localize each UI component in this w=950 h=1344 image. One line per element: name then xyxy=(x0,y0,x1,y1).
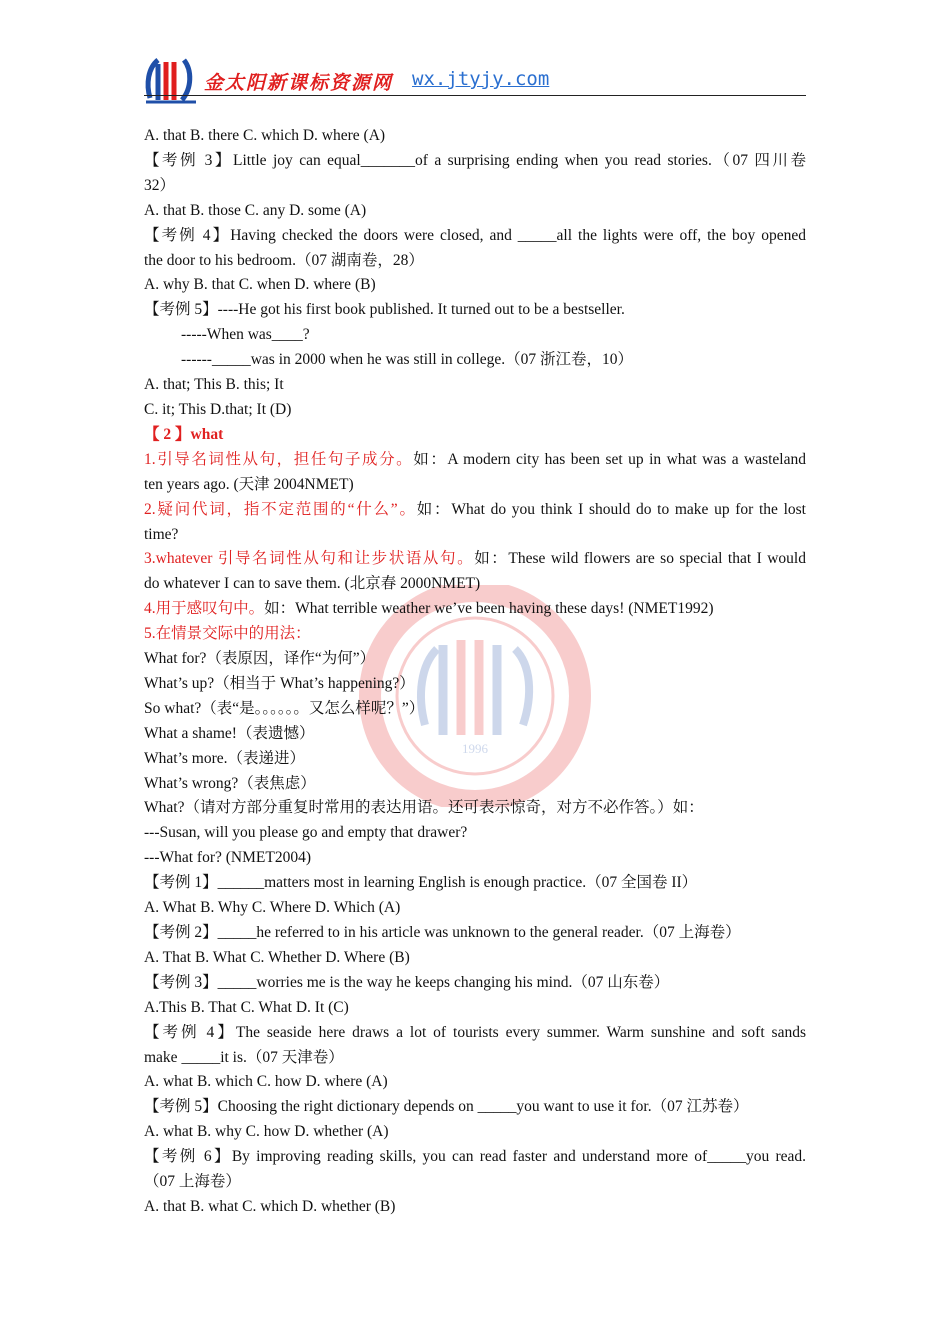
line-text: C. it; This D.that; It (D) xyxy=(144,400,292,418)
text-line xyxy=(144,398,806,423)
line-text: What a shame!（表遗憾） xyxy=(144,724,315,742)
line-text: A. What B. Why C. Where D. Which (A) xyxy=(144,899,401,917)
line-text: What’s up?（相当于 What’s happening?） xyxy=(144,674,415,692)
text-line xyxy=(144,1046,806,1071)
line-text: A. that B. there C. which D. where (A) xyxy=(144,127,386,144)
text-line xyxy=(144,473,806,498)
line-text: make _____it is.（07 天津卷） xyxy=(144,1048,344,1066)
text-line xyxy=(144,423,806,448)
line-text: So what?（表“是。。。。。。又怎么样呢？”） xyxy=(144,699,425,717)
text-line xyxy=(144,273,806,298)
text-line xyxy=(144,547,806,572)
text-line xyxy=(144,1095,806,1120)
line-text: A. what B. why C. how D. whether (A) xyxy=(144,1123,389,1141)
text-line xyxy=(144,871,806,896)
text-line xyxy=(144,572,806,597)
text-line xyxy=(144,896,806,921)
line-text: A. what B. which C. how D. where (A) xyxy=(144,1073,388,1091)
line-text: 如：A modern city has been set up in what was a wasteland xyxy=(413,450,806,468)
text-line xyxy=(144,199,806,224)
text-line xyxy=(144,224,806,249)
text-line xyxy=(144,772,806,797)
text-line xyxy=(144,1170,806,1195)
line-text: A. that B. what C. which D. whether (B) xyxy=(144,1197,396,1215)
text-line xyxy=(144,622,806,647)
line-text: -----When was____? xyxy=(181,326,310,344)
text-line xyxy=(144,1070,806,1095)
text-line xyxy=(144,946,806,971)
line-text: What for?（表原因，译作“为何”） xyxy=(144,650,376,668)
line-text: 【 2 】what xyxy=(144,425,224,443)
line-text: 【考例 2】_____he referred to in his article was unknown to the general reader.（07 上海卷） xyxy=(144,924,741,941)
line-text: 【考例 3】_____worries me is the way he keeps changing his mind.（07 山东卷） xyxy=(144,973,670,991)
text-line xyxy=(144,697,806,722)
line-text: （07 上海卷） xyxy=(144,1173,241,1191)
highlight-text: 1.引导名词性从句，担任句子成分。 xyxy=(144,450,414,468)
text-line xyxy=(144,672,806,697)
line-text: A. That B. What C. Whether D. Where (B) xyxy=(144,948,410,966)
text-line xyxy=(144,249,806,274)
line-text: ten years ago. (天津 2004NMET) xyxy=(144,475,354,493)
logo-icon xyxy=(144,54,198,106)
text-line xyxy=(144,747,806,772)
text-line xyxy=(144,149,806,174)
text-line xyxy=(144,1145,806,1170)
line-text: do whatever I can to save them. (北京春 2000NMET) xyxy=(144,575,481,593)
line-text: 【考例 4】Having checked the doors were closed, and _____all the lights were off, the boy opened xyxy=(144,226,806,244)
watermark-year: 1996 xyxy=(462,741,488,756)
line-text: A.This B. That C. What D. It (C) xyxy=(144,998,349,1016)
line-text: What?（请对方部分重复时常用的表达用语。还可表示惊奇，对方不必作答。）如： xyxy=(144,799,704,817)
text-line xyxy=(144,323,806,348)
line-text: A. why B. that C. when D. where (B) xyxy=(144,276,376,294)
text-line xyxy=(144,996,806,1021)
line-text: time? xyxy=(144,525,179,543)
text-line xyxy=(144,498,806,523)
line-text: ------_____was in 2000 when he was still in college.（07 浙江卷，10） xyxy=(181,351,634,369)
page-header xyxy=(144,50,806,98)
text-line xyxy=(144,921,806,946)
text-line xyxy=(144,448,806,473)
text-line xyxy=(144,1120,806,1145)
line-text: What’s wrong?（表焦虑） xyxy=(144,774,316,792)
header-rule xyxy=(144,95,806,96)
text-line xyxy=(144,722,806,747)
line-text: 【考例 4】The seaside here draws a lot of tourists every summer. Warm sunshine and soft sands xyxy=(144,1023,806,1041)
line-text: 【考例 6】By improving reading skills, you can read faster and understand more of_____you read. xyxy=(144,1148,806,1166)
line-text: the door to his bedroom.（07 湖南卷，28） xyxy=(144,251,424,269)
highlight-text: 2.疑问代词，指不定范围的“什么”。 xyxy=(144,500,417,518)
document-body xyxy=(144,124,806,1220)
brand-name: 金太阳新课标资源网 xyxy=(204,72,394,94)
text-line xyxy=(144,846,806,871)
highlight-text: 4.用于感叹句中。 xyxy=(144,600,265,618)
line-text: 5.在情景交际中的用法： xyxy=(144,625,311,643)
line-text: 【考例 5】----He got his first book published. It turned out to be a bestseller. xyxy=(144,301,625,319)
text-line xyxy=(144,348,806,373)
text-line xyxy=(144,523,806,548)
text-line xyxy=(144,124,806,149)
line-text: 【考例 3】Little joy can equal_______of a surprising ending when you read stories.（07 四川卷 xyxy=(144,151,806,169)
text-line xyxy=(144,174,806,199)
line-text: ---Susan, will you please go and empty that drawer? xyxy=(144,824,468,842)
site-url-link[interactable]: wx.jtyjy.com xyxy=(412,68,550,90)
text-line xyxy=(144,597,806,622)
line-text: A. that B. those C. any D. some (A) xyxy=(144,201,367,219)
text-line xyxy=(144,1021,806,1046)
text-line xyxy=(144,971,806,996)
text-line xyxy=(144,796,806,821)
line-text: ---What for? (NMET2004) xyxy=(144,849,311,867)
line-text: A. that; This B. this; It xyxy=(144,376,284,394)
text-line xyxy=(144,373,806,398)
highlight-text: 3.whatever 引导名词性从句和让步状语从句。 xyxy=(144,550,475,568)
line-text: 【考例 1】______matters most in learning English is enough practice.（07 全国卷 II） xyxy=(144,874,698,892)
line-text: 如：What terrible weather we’ve been having these days! (NMET1992) xyxy=(264,600,714,618)
line-text: 如：These wild flowers are so special that I would xyxy=(474,550,806,568)
line-text: What’s more.（表递进） xyxy=(144,749,306,767)
text-line xyxy=(144,1195,806,1220)
text-line xyxy=(144,821,806,846)
text-line xyxy=(144,647,806,672)
line-text: 【考例 5】Choosing the right dictionary depends on _____you want to use it for.（07 江苏卷） xyxy=(144,1098,749,1116)
line-text: 如：What do you think I should do to make up for the lost xyxy=(416,500,806,518)
line-text: 32） xyxy=(144,176,176,194)
text-line xyxy=(144,298,806,323)
